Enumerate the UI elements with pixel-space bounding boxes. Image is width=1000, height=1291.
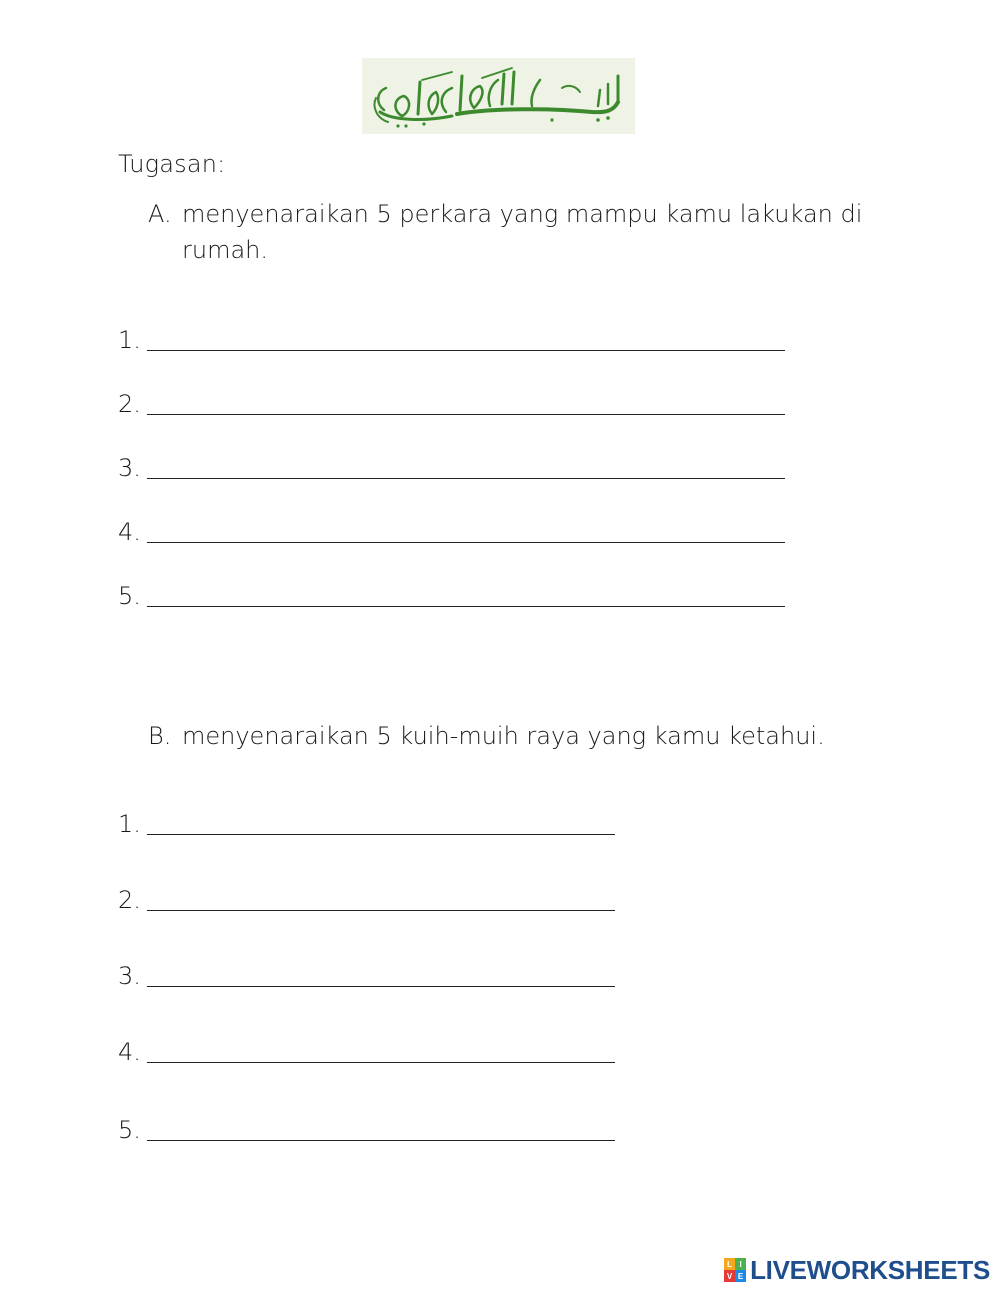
instruction-a-letter: A. [148, 200, 172, 228]
answer-input-a1[interactable] [147, 350, 785, 351]
answer-number: 4. [118, 518, 141, 546]
answer-input-a4[interactable] [147, 542, 785, 543]
answer-number: 5. [118, 1116, 141, 1144]
logo-text: LIVEWORKSHEETS [750, 1254, 990, 1285]
answer-number: 1. [118, 810, 141, 838]
answer-number: 5. [118, 582, 141, 610]
page-title: Tugasan: [118, 150, 226, 178]
logo-mark-icon [724, 1258, 746, 1282]
answer-input-b4[interactable] [147, 1062, 615, 1063]
logo-mark-l: L [724, 1258, 735, 1270]
answer-input-a2[interactable] [147, 414, 785, 415]
answer-input-b5[interactable] [147, 1140, 615, 1141]
answer-number: 3. [118, 962, 141, 990]
logo-mark-i: I [735, 1258, 746, 1270]
instruction-a [148, 196, 888, 268]
instruction-a-text: menyenaraikan 5 perkara yang mampu kamu lakukan di rumah. [182, 200, 863, 264]
answer-input-b2[interactable] [147, 910, 615, 911]
answer-number: 3. [118, 454, 141, 482]
liveworksheets-logo[interactable] [724, 1256, 990, 1284]
answer-number: 2. [118, 390, 141, 418]
instruction-b [148, 718, 888, 754]
answer-number: 2. [118, 886, 141, 914]
answer-input-b3[interactable] [147, 986, 615, 987]
calligraphy-image [362, 58, 635, 134]
answer-input-a5[interactable] [147, 606, 785, 607]
logo-mark-e: E [735, 1270, 746, 1282]
answer-input-a3[interactable] [147, 478, 785, 479]
instruction-b-text: menyenaraikan 5 kuih-muih raya yang kamu ketahui. [182, 722, 825, 750]
bismillah-calligraphy [362, 58, 635, 134]
instruction-b-letter: B. [148, 722, 172, 750]
answer-number: 4. [118, 1038, 141, 1066]
answer-input-b1[interactable] [147, 834, 615, 835]
answer-number: 1. [118, 326, 141, 354]
logo-mark-v: V [724, 1270, 735, 1282]
